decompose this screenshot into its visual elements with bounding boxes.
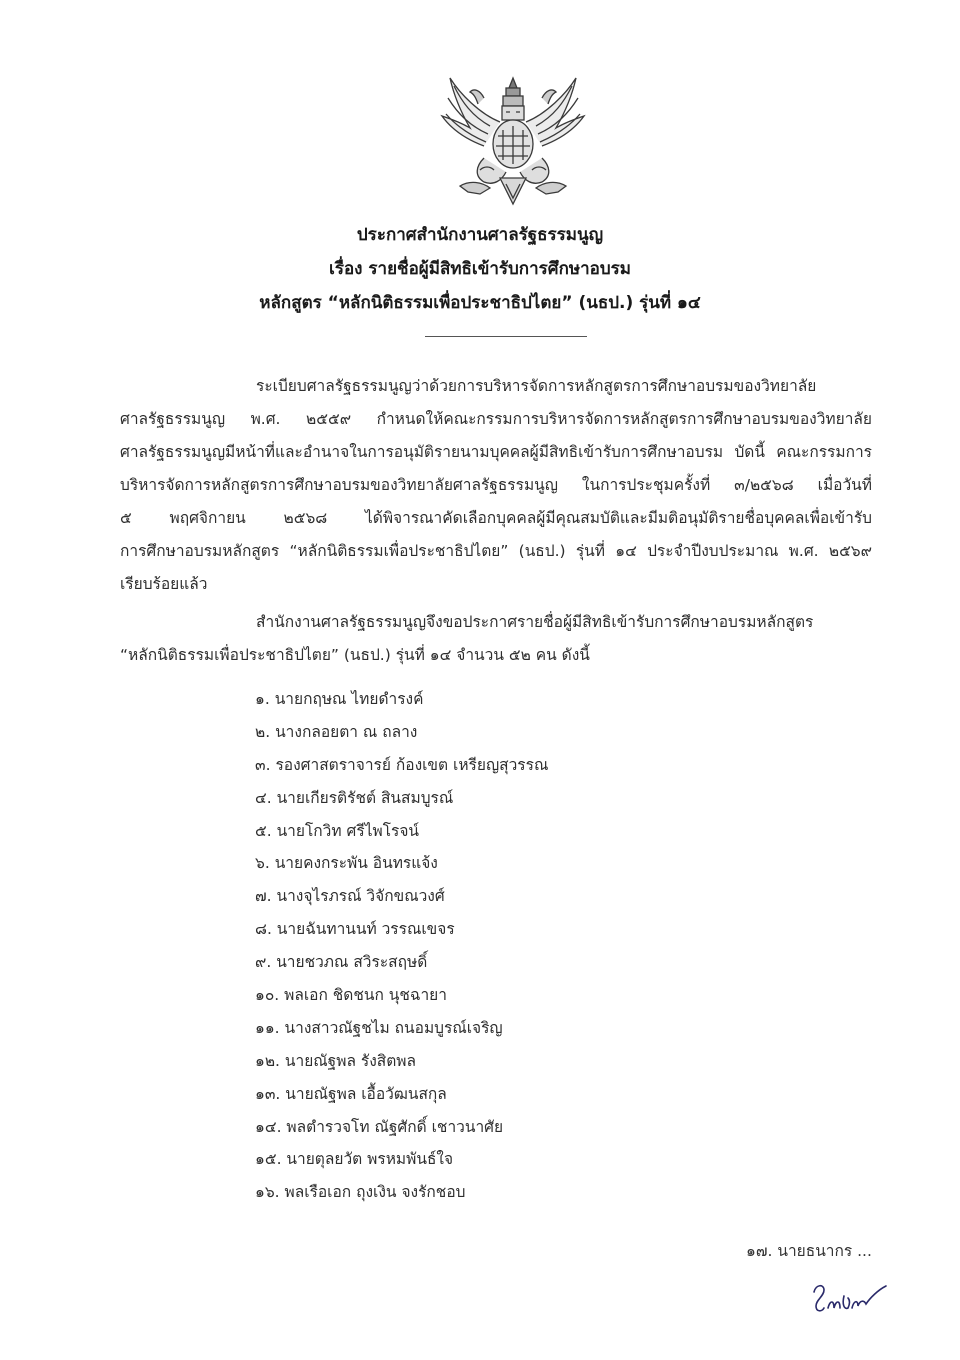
paragraph-line: เรียบร้อยแล้ว [120, 575, 208, 593]
list-item: ๓. รองศาสตราจารย์ ก้องเขต เหรียญสุวรรณ [255, 755, 549, 774]
title-course: หลักสูตร “หลักนิติธรรมเพื่อประชาธิปไตย” (นธป.) รุ่นที่ ๑๔ [259, 293, 701, 313]
list-item: ๖. นายคงกระพัน อินทรแจ้ง [255, 854, 438, 873]
list-item: ๑๖. พลเรือเอก ถุงเงิน จงรักชอบ [255, 1183, 466, 1202]
paragraph-line: ระเบียบศาลรัฐธรรมนูญว่าด้วยการบริหารจัดการหลักสูตรการศึกษาอบรมของวิทยาลัย [256, 377, 817, 395]
list-item: ๑๒. นายณัฐพล รังสิตพล [255, 1051, 417, 1070]
list-item: ๑. นายกฤษณ ไทยดำรงค์ [255, 690, 424, 708]
paragraph-line: การศึกษาอบรมหลักสูตร “หลักนิติธรรมเพื่อประชาธิปไตย” (นธป.) รุ่นที่ ๑๔ ประจำปีงบประมาณ พ.ศ. ๒๕๖๙ [120, 542, 872, 560]
list-item: ๒. นางกลอยตา ณ ถลาง [255, 722, 418, 741]
list-item: ๑๐. พลเอก ชิดชนก นุชฉายา [255, 986, 447, 1005]
list-item: ๘. นายฉันทานนท์ วรรณเขจร [255, 920, 455, 939]
paragraph-line: บริหารจัดการหลักสูตรการศึกษาอบรมของวิทยาลัยศาลรัฐธรรมนูญ ในการประชุมครั้งที่ ๓/๒๕๖๘ เมื่อวันที่ [120, 476, 872, 494]
participant-list [255, 683, 548, 1209]
list-item: ๙. นายชวภณ สวิระสฤษดิ์ [255, 953, 428, 972]
title-subject: เรื่อง รายชื่อผู้มีสิทธิเข้ารับการศึกษาอบรม [329, 259, 631, 279]
list-item: ๗. นางจุไรภรณ์ วิจักขณวงศ์ [255, 887, 445, 906]
paragraph-announcement [120, 606, 872, 672]
list-item: ๑๓. นายณัฐพล เอื้อวัฒนสกุล [255, 1084, 447, 1103]
title-issuer: ประกาศสำนักงานศาลรัฐธรรมนูญ [356, 225, 604, 245]
paragraph-line: สำนักงานศาลรัฐธรรมนูญจึงขอประกาศรายชื่อผู้มีสิทธิเข้ารับการศึกษาอบรมหลักสูตร [256, 613, 814, 631]
list-item: ๔. นายเกียรติรัชต์ สินสมบูรณ์ [255, 788, 454, 807]
list-item: ๕. นายโกวิท ศรีไพโรจน์ [255, 821, 420, 840]
list-item: ๑๑. นางสาวณัฐชไม ถนอมบูรณ์เจริญ [255, 1018, 503, 1037]
paragraph-line: ศาลรัฐธรรมนูญมีหน้าที่และอำนาจในการอนุมัติรายนามบุคคลผู้มีสิทธิเข้ารับการศึกษาอบรม บัดนี้ คณะกรรมการ [120, 443, 872, 461]
paragraph-line: ศาลรัฐธรรมนูญ พ.ศ. ๒๕๕๙ กำหนดให้คณะกรรมการบริหารจัดการหลักสูตรการศึกษาอบรมของวิทยาลัย [120, 410, 872, 428]
garuda-emblem-icon [440, 74, 586, 208]
paragraph-line: “หลักนิติธรรมเพื่อประชาธิปไตย” (นธป.) รุ่นที่ ๑๔ จำนวน ๕๒ คน ดังนี้ [120, 646, 590, 664]
paragraph-line: ๕ พฤศจิกายน ๒๕๖๘ ได้พิจารณาคัดเลือกบุคคลผู้มีคุณสมบัติและมีมติอนุมัติรายชื่อบุคคลเพื่อเข้ารับ [120, 509, 872, 527]
list-item: ๑๔. พลตำรวจโท ณัฐศักดิ์ เชาวนาศัย [255, 1117, 504, 1136]
paragraph-background [120, 370, 872, 601]
signature-initials-icon [808, 1278, 888, 1318]
title-divider [425, 336, 587, 337]
announcement-title [0, 218, 960, 320]
list-item: ๑๕. นายตุลยวัต พรหมพันธ์ใจ [255, 1150, 454, 1169]
continued-marker: ๑๗. นายธนากร ... [746, 1242, 872, 1260]
